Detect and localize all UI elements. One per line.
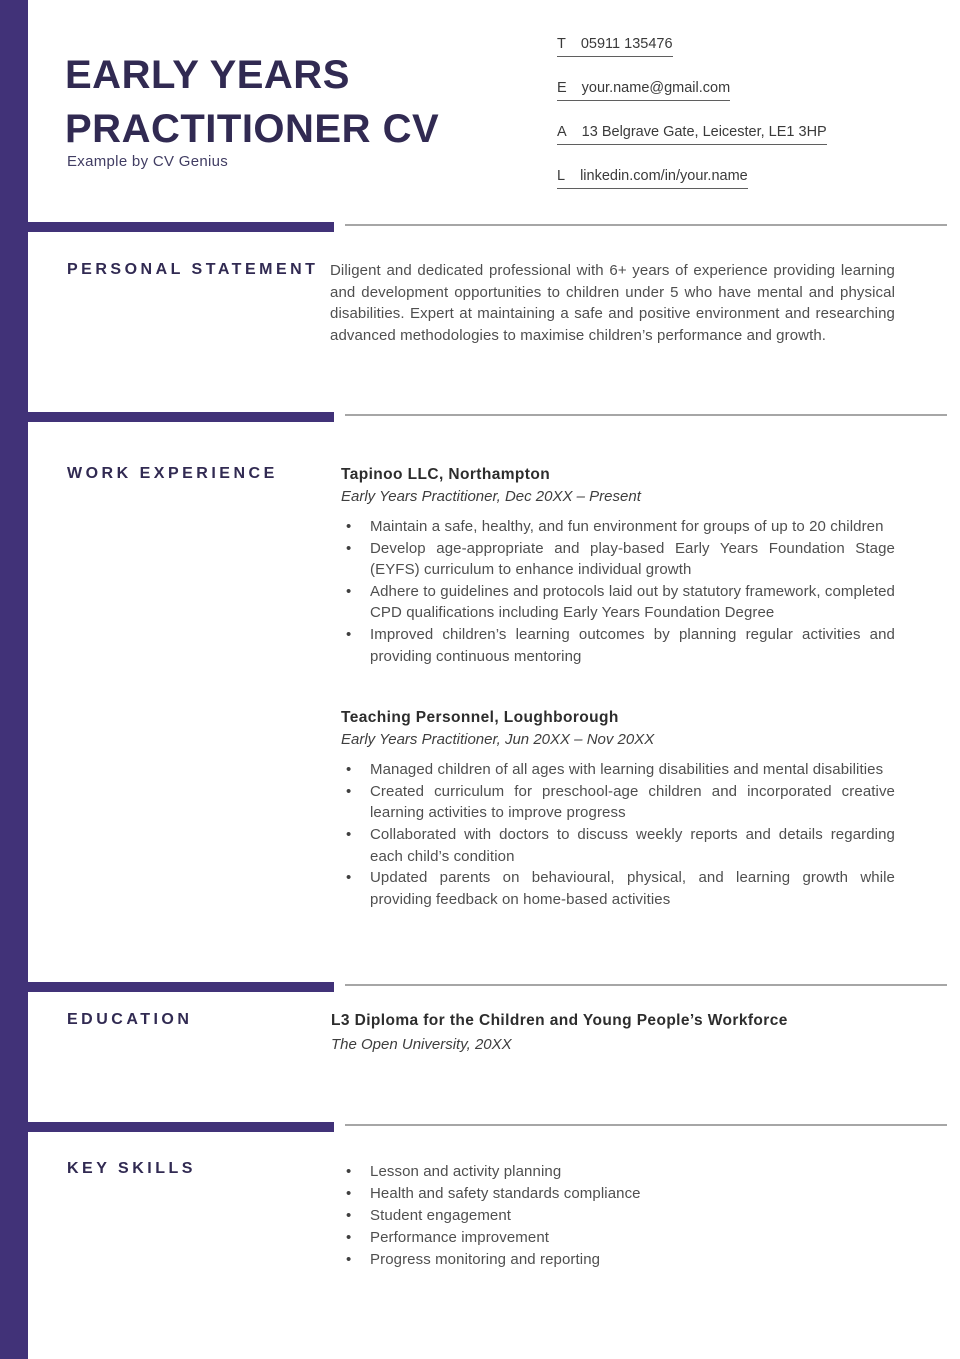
contact-address[interactable]	[557, 124, 827, 145]
section-education	[0, 1010, 960, 1056]
divider-rule-line	[345, 984, 947, 986]
contact-address-value: 13 Belgrave Gate, Leicester, LE1 3HP	[581, 124, 827, 140]
job-entry	[330, 464, 895, 667]
job-bullet: • Created curriculum for preschool-age children and incorporated creative learning activities to improve progress	[330, 781, 895, 824]
divider-rule-line	[345, 414, 947, 416]
education-degree: L3 Diploma for the Children and Young People’s Workforce	[331, 1012, 788, 1029]
contact-linkedin-prefix: L	[557, 168, 566, 184]
cv-subtitle: Example by CV Genius	[67, 153, 229, 170]
job-bullet-list	[330, 516, 895, 667]
divider-accent-bar	[0, 222, 334, 232]
work-experience-heading: WORK EXPERIENCE	[67, 465, 278, 482]
key-skills-heading: KEY SKILLS	[67, 1160, 196, 1177]
job-bullet: • Adhere to guidelines and protocols laid out by statutory framework, completed CPD qualifications including Early Years Foundation Degree	[330, 581, 895, 624]
section-divider-personal-statement	[0, 222, 960, 234]
contact-linkedin[interactable]	[557, 168, 748, 189]
contact-phone-prefix: T	[557, 36, 566, 52]
divider-rule-line	[345, 224, 947, 226]
education-school: The Open University, 20XX	[331, 1036, 512, 1053]
divider-accent-bar	[0, 412, 334, 422]
divider-rule-line	[345, 1124, 947, 1126]
contact-block	[557, 36, 827, 189]
cv-title-line2: PRACTITIONER CV	[65, 107, 440, 151]
skill-item: • Health and safety standards compliance	[330, 1183, 895, 1205]
section-heading-column	[0, 260, 330, 346]
section-heading-column	[0, 1010, 330, 1056]
section-divider-education	[0, 982, 960, 994]
personal-statement-text: Diligent and dedicated professional with 6+ years of experience providing learning and development opportunities to children under 5 who have mental and physical disabilities. Expert at maintaining a safe and positive environment and researching advanced methodologies to maximise children’s performance and growth.	[330, 262, 895, 344]
contact-email[interactable]	[557, 80, 730, 101]
contact-linkedin-value: linkedin.com/in/your.name	[580, 168, 748, 184]
cv-title	[65, 48, 439, 156]
job-bullet: • Improved children’s learning outcomes by planning regular activities and providing continuous mentoring	[330, 624, 895, 667]
cv-title-line1: EARLY YEARS	[65, 53, 350, 97]
contact-email-prefix: E	[557, 80, 567, 96]
section-content-column	[330, 1159, 895, 1271]
section-content-column	[330, 464, 895, 910]
job-entry	[330, 707, 895, 910]
job-bullet: • Maintain a safe, healthy, and fun environment for groups of up to 20 children	[330, 516, 895, 538]
job-role-dates: Early Years Practitioner, Jun 20XX – Nov 20XX	[341, 731, 655, 749]
contact-email-value: your.name@gmail.com	[581, 80, 731, 96]
section-heading-column	[0, 1159, 330, 1271]
skill-item: • Performance improvement	[330, 1227, 895, 1249]
section-content-column	[330, 260, 895, 346]
job-title: Teaching Personnel, Loughborough	[341, 709, 619, 727]
section-content-column	[330, 1010, 895, 1056]
skill-item: • Lesson and activity planning	[330, 1161, 895, 1183]
contact-address-prefix: A	[557, 124, 567, 140]
job-bullet: • Updated parents on behavioural, physical, and learning growth while providing feedback on home-based activities	[330, 867, 895, 910]
skills-list	[330, 1161, 895, 1271]
contact-phone-value: 05911 135476	[580, 36, 673, 52]
skill-item: • Progress monitoring and reporting	[330, 1249, 895, 1271]
divider-accent-bar	[0, 1122, 334, 1132]
section-divider-key-skills	[0, 1122, 960, 1134]
job-title: Tapinoo LLC, Northampton	[341, 466, 551, 483]
job-bullet: • Managed children of all ages with learning disabilities and mental disabilities	[330, 759, 895, 781]
divider-accent-bar	[0, 982, 334, 992]
education-heading: EDUCATION	[67, 1011, 193, 1028]
job-bullet: • Collaborated with doctors to discuss weekly reports and details regarding each child’s condition	[330, 824, 895, 867]
section-key-skills	[0, 1159, 960, 1271]
job-bullet: • Develop age-appropriate and play-based Early Years Foundation Stage (EYFS) curriculum to enhance individual growth	[330, 538, 895, 581]
section-personal-statement	[0, 260, 960, 346]
personal-statement-heading: PERSONAL STATEMENT	[67, 261, 319, 278]
contact-phone[interactable]	[557, 36, 673, 57]
section-divider-work-experience	[0, 412, 960, 424]
section-heading-column	[0, 464, 330, 910]
job-role-dates: Early Years Practitioner, Dec 20XX – Present	[341, 488, 641, 505]
section-work-experience	[0, 464, 960, 910]
skill-item: • Student engagement	[330, 1205, 895, 1227]
job-bullet-list	[330, 759, 895, 910]
